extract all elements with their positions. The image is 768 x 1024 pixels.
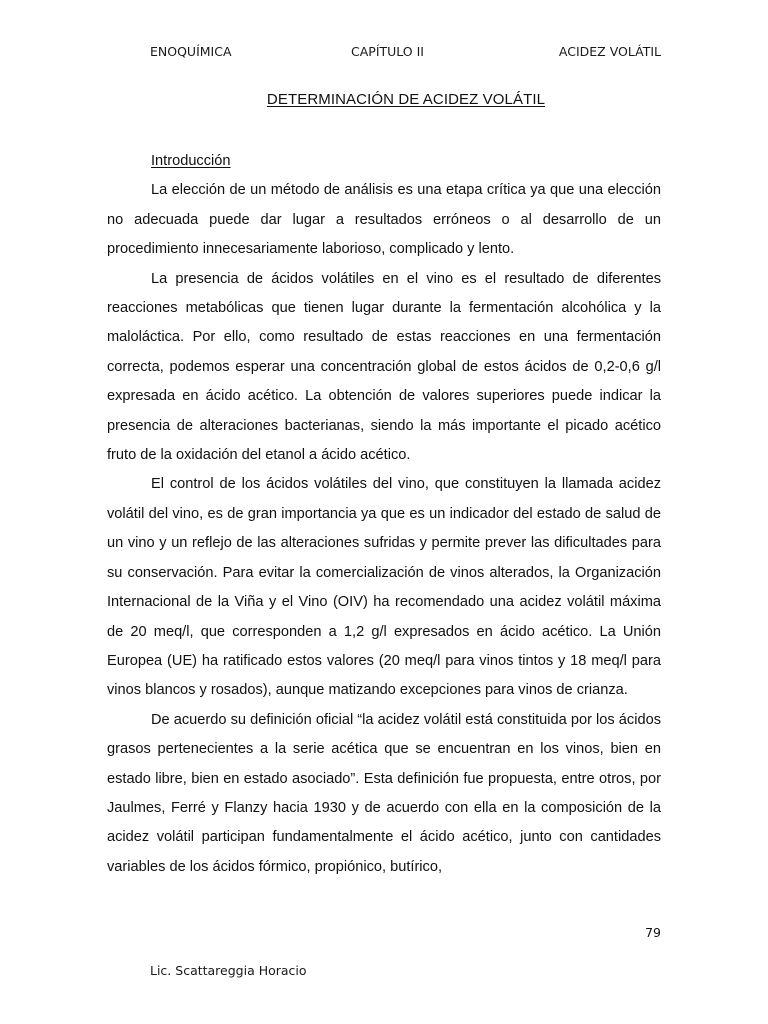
paragraph: La presencia de ácidos volátiles en el vino es el resultado de diferentes reacciones metabólicas que tienen lugar durante la fermentación alcohólica y la maloláctica. Por ello, como resultado de estas reacciones en una fermentación correcta, podemos esperar una concentración global de estos ácidos de 0,2-0,6 g/l expresada en ácido acético. La obtención de valores superiores puede indicar la presencia de alteraciones bacterianas, siendo la más importante el picado acético fruto de la oxidación del etanol a ácido acético. <box>107 270 661 464</box>
header-book-title: ENOQUÍMICA <box>150 44 232 59</box>
page-footer-author: Lic. Scattareggia Horacio <box>150 963 307 978</box>
paragraph: El control de los ácidos volátiles del vino, que constituyen la llamada acidez volátil del vino, es de gran importancia ya que es un indicador del estado de salud de un vino y un reflejo de las alteraciones sufridas y permite prever las dificultades para su conservación. Para evitar la comercialización de vinos alterados, la Organización Internacional de la Viña y el Vino (OIV) ha recomendado una acidez volátil máxima de 20 meq/l, que corresponden a 1,2 g/l expresados en ácido acético. La Unión Europea (UE) ha ratificado estos valores (20 meq/l para vinos tintos y 18 meq/l para vinos blancos y rosados), aunque matizando excepciones para vinos de crianza. <box>107 476 661 699</box>
section-heading-introduccion: Introducción <box>151 153 231 169</box>
page-header <box>0 44 768 66</box>
header-chapter: CAPÍTULO II <box>351 44 424 59</box>
document-title: DETERMINACIÓN DE ACIDEZ VOLÁTIL <box>266 91 546 108</box>
header-topic: ACIDEZ VOLÁTIL <box>558 44 661 59</box>
page-number: 79 <box>645 925 661 940</box>
paragraph: De acuerdo su definición oficial “la acidez volátil está constituida por los ácidos grasos pertenecientes a la serie acética que se encuentran en los vinos, bien en estado libre, bien en estado asociado”. Esta definición fue propuesta, entre otros, por Jaulmes, Ferré y Flanzy hacia 1930 y de acuerdo con ella en la composición de la acidez volátil participan fundamentalmente el ácido acético, junto con cantidades variables de los ácidos fórmico, propiónico, butírico, <box>107 711 661 875</box>
body-text <box>107 147 661 882</box>
paragraph: La elección de un método de análisis es una etapa crítica ya que una elección no adecuada puede dar lugar a resultados erróneos o al desarrollo de un procedimiento innecesariamente laborioso, complicado y lento. <box>107 182 661 258</box>
